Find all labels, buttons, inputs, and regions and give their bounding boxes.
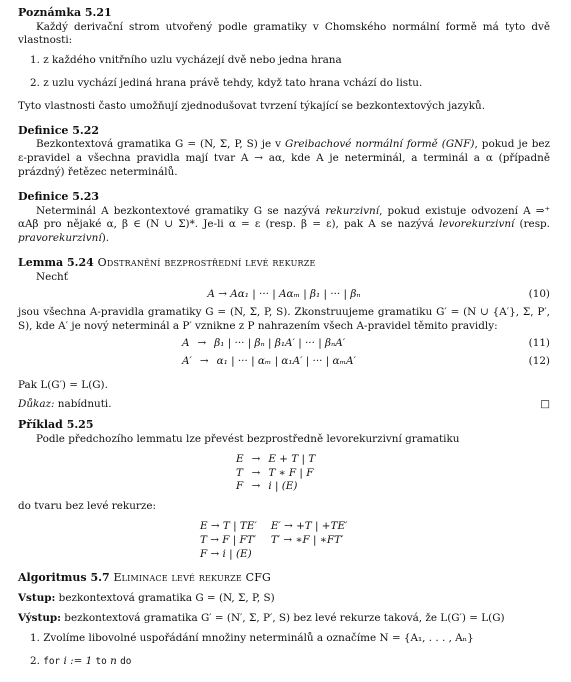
proof-text: nabídnuti.	[54, 398, 112, 411]
lemma-heading	[18, 256, 550, 271]
rule-rhs: i | (E)	[268, 480, 298, 493]
remark-block	[18, 6, 550, 114]
input-text: bezkontextová gramatika G = (N, Σ, P, S)	[55, 592, 275, 605]
definition-heading: Definice 5.22	[18, 123, 100, 137]
algorithm-steps	[30, 632, 550, 669]
equation-body: A → Aα₁ | ··· | Aαₘ | β₁ | ··· | βₙ	[207, 288, 361, 301]
equation-lhs: A	[182, 336, 190, 349]
definition-5-23	[18, 190, 550, 246]
text-run: , pokud je bez ε-pravidel a všechna pravidla mají tvar A → aα, kde A je neterminál, a terminál a α (případně prázdný) řetězec neterminálů.	[18, 138, 550, 179]
text-run: ).	[101, 232, 110, 245]
definition-5-22	[18, 124, 550, 180]
algorithm-output	[18, 612, 550, 626]
remark-list	[30, 54, 550, 91]
lemma-number: Lemma 5.24	[18, 255, 94, 269]
remark-heading: Poznámka 5.21	[18, 6, 112, 19]
step-number: 2.	[30, 654, 40, 667]
algorithm-input	[18, 592, 550, 606]
lemma-conclusion: Pak L(G′) = L(G).	[18, 378, 108, 391]
step-expression: i := 1	[60, 654, 96, 667]
grammar-row	[196, 548, 351, 562]
grammar-table	[232, 453, 319, 494]
grammar-row	[196, 520, 351, 534]
algorithm-heading	[18, 571, 550, 586]
algorithm-title: Eliminace levé rekurze CFG	[113, 571, 272, 585]
example-heading: Příklad 5.25	[18, 418, 94, 432]
rule-rhs: E + T | T	[268, 452, 316, 465]
equation-12	[18, 355, 550, 369]
example-middle: do tvaru bez levé rekurze:	[18, 500, 156, 513]
equation-table	[178, 355, 360, 369]
keyword-for: for	[43, 655, 61, 667]
qed-symbol: □	[540, 398, 550, 411]
text-run: (resp.	[514, 218, 550, 231]
rule-text: F → i | (E)	[200, 547, 252, 560]
result-grammar-table	[196, 520, 351, 561]
text-run: Neterminál A bezkontextové gramatiky G se nazývá	[36, 204, 326, 217]
rule-text: E → T | TE′	[200, 520, 257, 532]
grammar-row	[232, 480, 319, 494]
lemma-let: Nechť	[36, 270, 68, 283]
grammar-row	[196, 534, 351, 548]
rule-lhs: E	[236, 452, 244, 465]
list-item: 1. z každého vnitřního uzlu vycházejí dvě nebo jedna hrana	[30, 54, 342, 67]
example-5-25	[18, 418, 550, 561]
lemma-title: Odstranění bezprostřední levé rekurze	[97, 255, 316, 269]
input-label: Vstup:	[18, 592, 56, 605]
equation-number: (11)	[528, 336, 550, 349]
algorithm-number: Algoritmus 5.7	[18, 571, 110, 585]
example-intro: Podle předchozího lemmatu lze převést bezprostředně levorekurzivní gramatiku	[36, 432, 460, 445]
remark-intro: Každý derivační strom utvořený podle gramatiky v Chomského normální formě má tyto dvě vlastnosti:	[18, 20, 550, 47]
output-text: bezkontextová gramatika G′ = (N′, Σ, P′, S) bez levé rekurze taková, že L(G′) = L(G)	[60, 611, 505, 624]
equation-number: (10)	[528, 288, 550, 301]
rule-text	[261, 548, 352, 562]
equation-rhs: α₁ | ··· | αₘ | α₁A′ | ··· | αₘA′	[216, 354, 356, 367]
emphasis-term: levorekurzivní	[439, 218, 515, 231]
equation-10	[18, 288, 550, 302]
rule-lhs: T	[236, 466, 243, 479]
rule-text: T′ → ∗F | ∗FT′	[270, 533, 344, 546]
rule-arrow: →	[251, 480, 261, 493]
emphasis-term: pravorekurzivní	[18, 232, 102, 245]
proof-label: Důkaz:	[18, 398, 55, 411]
equation-arrow: →	[199, 354, 209, 367]
equation-arrow: →	[197, 336, 207, 349]
keyword-do: do	[120, 655, 132, 667]
remark-outro: Tyto vlastnosti často umožňují zjednodušovat tvrzení týkající se bezkontextových jazyků.	[18, 99, 486, 112]
keyword-to: to	[95, 655, 107, 667]
rule-arrow: →	[251, 466, 261, 479]
definition-text	[18, 138, 550, 179]
equation-row	[178, 355, 360, 369]
equation-number: (12)	[528, 354, 550, 367]
proof-line	[18, 398, 550, 412]
rule-text: E′ → +T | +TE′	[270, 520, 348, 532]
emphasis-term: rekurzivní	[325, 204, 380, 217]
equation-11	[18, 337, 550, 351]
output-label: Výstup:	[18, 611, 61, 624]
step-expression: n	[106, 654, 121, 667]
definition-text	[18, 205, 550, 246]
equation-row	[178, 337, 349, 351]
text-run: Bezkontextová gramatika G = (N, Σ, P, S) je v	[36, 138, 286, 151]
list-item: 2. z uzlu vychází jediná hrana právě tehdy, když tato hrana vchází do listu.	[30, 77, 423, 90]
lemma-5-24	[18, 256, 550, 412]
equation-table	[178, 337, 349, 351]
rule-lhs: F	[236, 480, 244, 493]
rule-arrow: →	[251, 452, 261, 465]
grammar-row	[232, 453, 319, 467]
list-item	[30, 655, 550, 669]
definition-heading: Definice 5.23	[18, 189, 100, 203]
emphasis-term: Greibachové normální formě (GNF)	[285, 138, 475, 151]
equation-rhs: β₁ | ··· | βₙ | β₁A′ | ··· | βₙA′	[214, 336, 346, 349]
list-item: 1. Zvolíme libovolné uspořádání množiny neterminálů a označíme N = {A₁, . . . , Aₙ}	[30, 631, 474, 644]
rule-rhs: T ∗ F | F	[268, 466, 314, 479]
document-page	[18, 6, 550, 677]
lemma-text: jsou všechna A-pravidla gramatiky G = (N, Σ, P, S). Zkonstruujeme gramatiku G′ = (N ∪ {A′}, Σ, P′, S), kde A′ je nový neterminál a P′ vznikne z P nahrazením všech A-pravidel těmito pravidly:	[18, 306, 550, 333]
rule-text: T → F | FT′	[200, 533, 257, 546]
grammar-row	[232, 467, 319, 481]
equation-lhs: A′	[182, 354, 192, 367]
algorithm-5-7	[18, 571, 550, 668]
text-run: , pokud existuje odvození A ⇒⁺ αAβ pro nějaké α, β ∈ (N ∪ Σ)*. Je-li α = ε (resp. β = ε), pak A se nazývá	[18, 204, 550, 231]
